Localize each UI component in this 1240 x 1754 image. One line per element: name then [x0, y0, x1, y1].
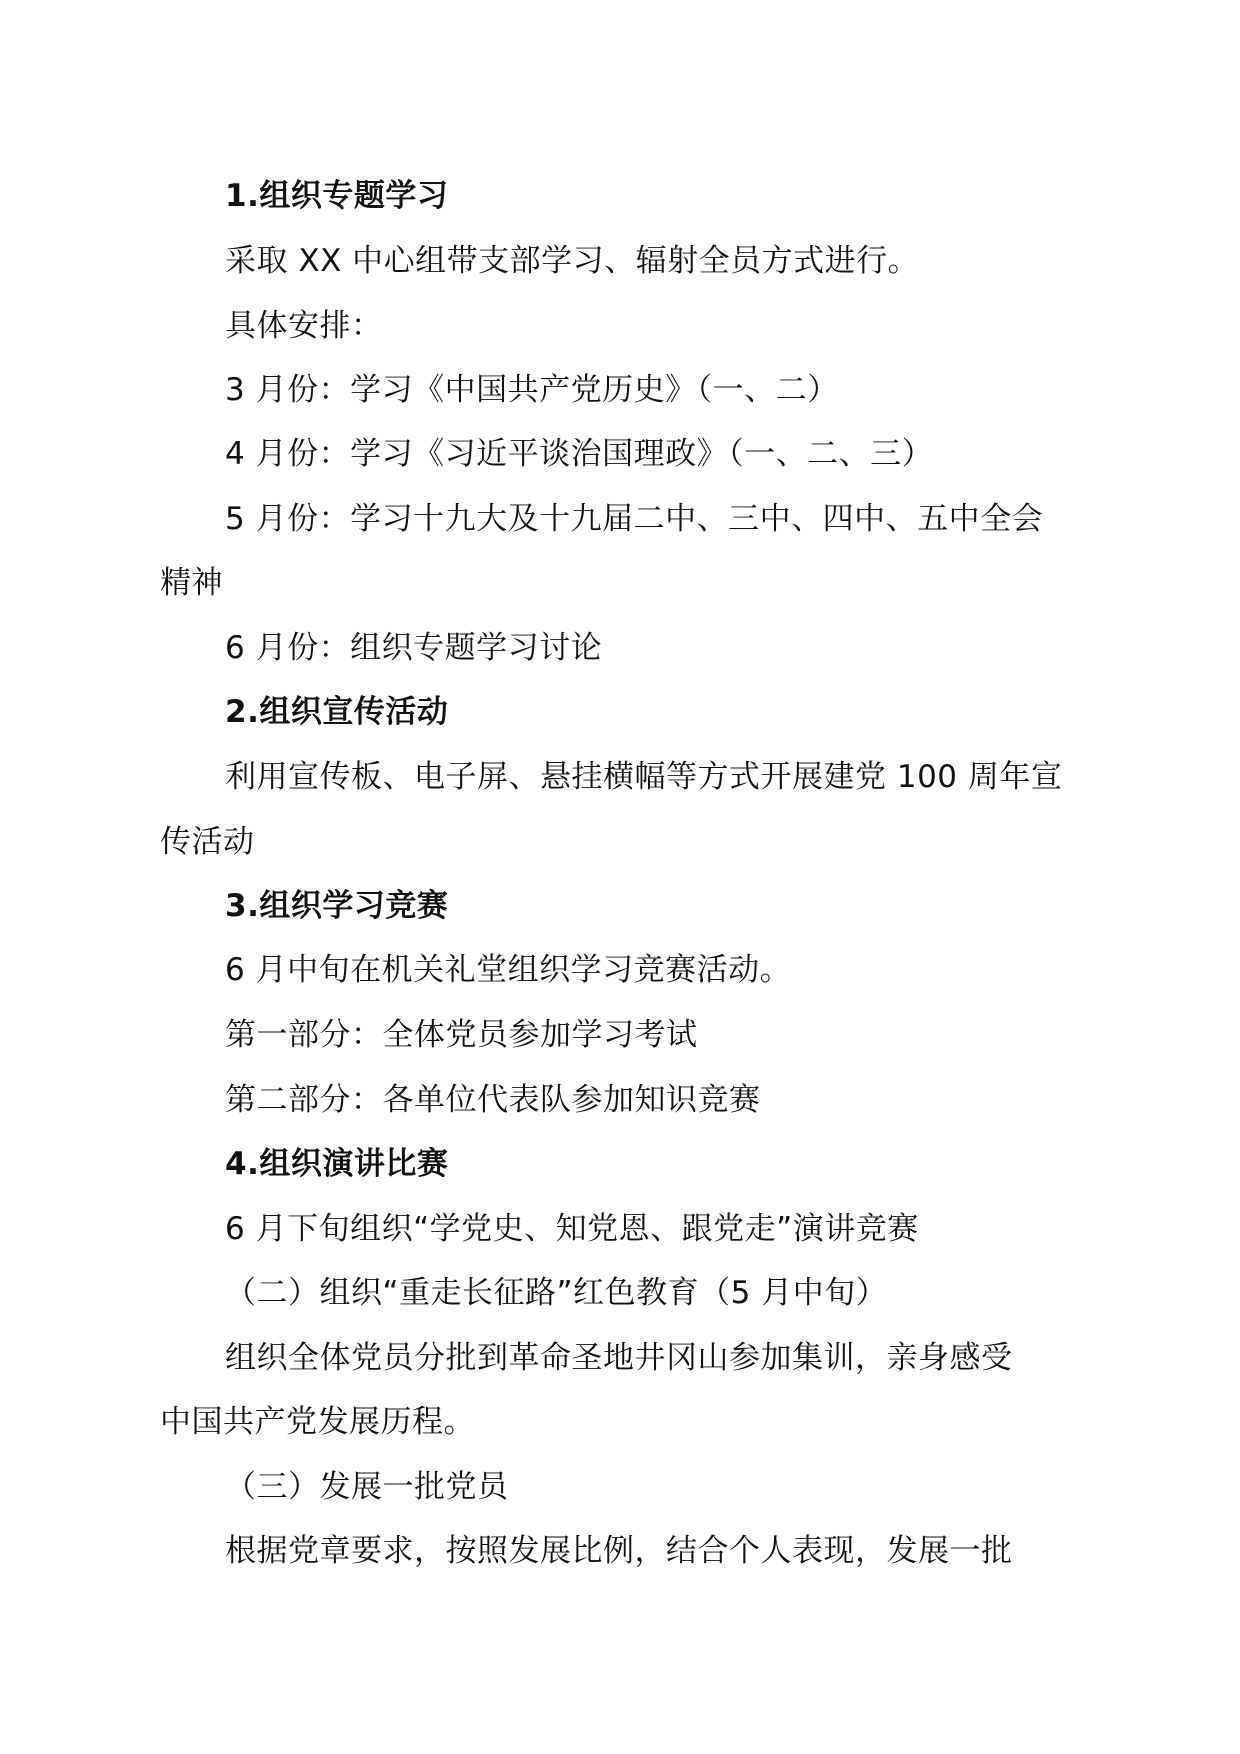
paragraph-red-education-continued: 中国共产党发展历程。 [160, 1404, 475, 1440]
heading-publicity: 2.组织宣传活动 [225, 694, 449, 730]
paragraph-publicity-continued: 传活动 [160, 824, 255, 860]
schedule-may-continued: 精神 [160, 565, 223, 601]
heading-competition: 3.组织学习竞赛 [225, 888, 449, 924]
schedule-april: 4 月份：学习《习近平谈治国理政》（一、二、三） [225, 436, 934, 472]
section-red-education: （二）组织“重走长征路”红色教育（5 月中旬） [225, 1275, 888, 1311]
paragraph-study-method: 采取 XX 中心组带支部学习、辐射全员方式进行。 [225, 243, 920, 279]
paragraph-schedule-intro: 具体安排： [225, 308, 383, 344]
heading-topic-study: 1.组织专题学习 [225, 178, 449, 214]
section-develop-members: （三）发展一批党员 [225, 1469, 509, 1505]
paragraph-speech-contest: 6 月下旬组织“学党史、知党恩、跟党走”演讲竞赛 [225, 1211, 919, 1247]
competition-part-two: 第二部分：各单位代表队参加知识竞赛 [225, 1082, 761, 1118]
heading-speech-contest: 4.组织演讲比赛 [225, 1146, 449, 1182]
paragraph-develop-members: 根据党章要求，按照发展比例，结合个人表现，发展一批 [225, 1533, 1013, 1569]
paragraph-red-education: 组织全体党员分批到革命圣地井冈山参加集训，亲身感受 [225, 1340, 1013, 1376]
schedule-june: 6 月份：组织专题学习讨论 [225, 630, 603, 666]
schedule-may: 5 月份：学习十九大及十九届二中、三中、四中、五中全会 [225, 501, 1044, 537]
paragraph-competition: 6 月中旬在机关礼堂组织学习竞赛活动。 [225, 952, 792, 988]
paragraph-publicity: 利用宣传板、电子屏、悬挂横幅等方式开展建党 100 周年宣 [225, 759, 1063, 795]
competition-part-one: 第一部分：全体党员参加学习考试 [225, 1017, 698, 1053]
schedule-march: 3 月份：学习《中国共产党历史》（一、二） [225, 372, 839, 408]
